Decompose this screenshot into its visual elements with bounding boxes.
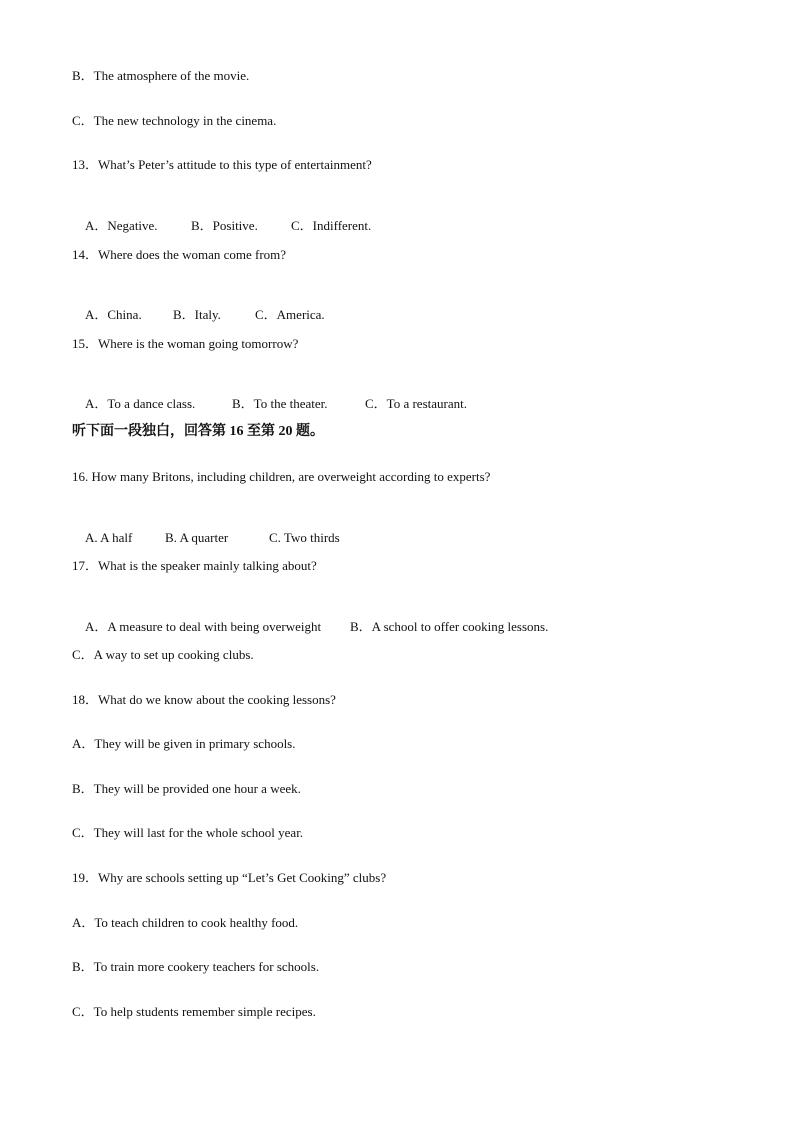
- q19-option-a: A．To teach children to cook healthy food.: [72, 915, 299, 930]
- q19-option-c: C．To help students remember simple recipes.: [72, 1004, 316, 1019]
- q17-option-b: B．A school to offer cooking lessons.: [350, 619, 549, 634]
- q18-option-c: C．They will last for the whole school year.: [72, 825, 304, 840]
- question-14: 14．Where does the woman come from?: [72, 247, 287, 262]
- question-17: 17．What is the speaker mainly talking about?: [72, 558, 317, 573]
- question-13: 13．What’s Peter’s attitude to this type of entertainment?: [72, 157, 372, 172]
- q16-options: [72, 514, 340, 562]
- question-16: 16. How many Britons, including children, are overweight according to experts?: [72, 469, 491, 484]
- q16-option-b: B. A quarter: [165, 530, 229, 545]
- question-18: 18．What do we know about the cooking lessons?: [72, 692, 336, 707]
- q14-option-c: C．America.: [255, 307, 325, 322]
- section-heading: 听下面一段独白，回答第 16 至第 20 题。: [72, 424, 324, 439]
- q12-option-c: C．The new technology in the cinema.: [72, 113, 277, 128]
- q15-option-c: C．To a restaurant.: [365, 396, 467, 411]
- q16-option-c: C. Two thirds: [269, 530, 340, 545]
- q14-option-b: B．Italy.: [173, 307, 221, 322]
- q12-option-b: B．The atmosphere of the movie.: [72, 68, 250, 83]
- question-15: 15．Where is the woman going tomorrow?: [72, 336, 299, 351]
- q13-option-a: A．Negative.: [85, 218, 158, 233]
- q13-option-c: C．Indifferent.: [291, 218, 372, 233]
- q17-option-a: A．A measure to deal with being overweight: [85, 619, 322, 634]
- q13-option-b: B．Positive.: [191, 218, 258, 233]
- q18-option-b: B．They will be provided one hour a week.: [72, 781, 301, 796]
- q14-options: [72, 291, 325, 339]
- q15-option-a: A．To a dance class.: [85, 396, 196, 411]
- q15-options: [72, 380, 467, 428]
- q16-option-a: A. A half: [85, 530, 133, 545]
- q14-option-a: A．China.: [85, 307, 142, 322]
- question-19: 19．Why are schools setting up “Let’s Get Cooking” clubs?: [72, 870, 387, 885]
- q17-option-c: C．A way to set up cooking clubs.: [72, 647, 254, 662]
- q19-option-b: B．To train more cookery teachers for schools.: [72, 959, 320, 974]
- q18-option-a: A．They will be given in primary schools.: [72, 736, 296, 751]
- q15-option-b: B．To the theater.: [232, 396, 328, 411]
- q13-options: [72, 202, 371, 250]
- q17-options: [72, 603, 548, 651]
